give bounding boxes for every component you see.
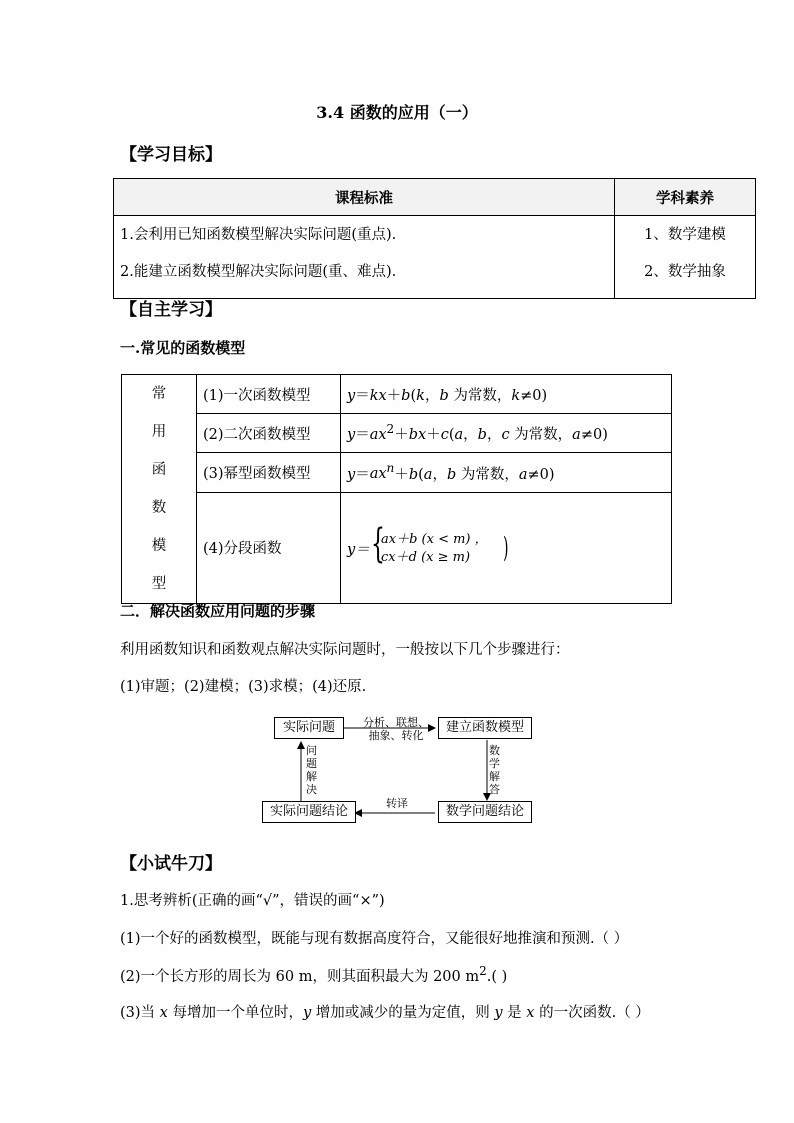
- question-intro: 1.思考辨析(正确的画“√”，错误的画“×”): [120, 893, 385, 909]
- model-formula-quadratic: $y=ax^2+bx+c(a$，b，c 为常数，a≠0): [341, 414, 672, 453]
- model-name-power: (3)幂型函数模型: [197, 453, 341, 492]
- arrow-top-label: 分析、联想、 抽象、转化: [363, 716, 429, 742]
- question-3: (3)当 x 每增加一个单位时，y 增加或减少的量为定值，则 y 是 x 的一次函数.（ ）: [120, 1005, 650, 1021]
- piece-line-2: cx＋d (x ≥ m): [381, 549, 471, 565]
- header-literacy: 学科素养: [615, 179, 756, 216]
- flow-box-math-conclusion: 数学问题结论: [438, 801, 532, 823]
- arrow-bottom-label: 转译: [386, 797, 408, 810]
- goal-1: 1.会利用已知函数模型解决实际问题(重点).: [120, 227, 397, 243]
- model-formula-piecewise: y＝ { ax＋b (x < m) ， cx＋d (x ≥ m) ): [341, 492, 672, 603]
- page-title: 3.4 函数的应用（一）: [316, 103, 478, 122]
- flow-box-real-problem: 实际问题: [274, 717, 344, 739]
- section-practice: 【小试牛刀】: [120, 854, 222, 874]
- question-2: (2)一个长方形的周长为 60 m，则其面积最大为 200 $m^2$.( ): [120, 964, 508, 985]
- literacy-2: 2、数学抽象: [644, 264, 726, 280]
- section-learning-goals: 【学习目标】: [120, 145, 222, 165]
- arrow-right-label: 数 学 解 答: [489, 744, 500, 796]
- vertical-label: 常 用 函 数 模 型: [122, 375, 197, 604]
- model-formula-linear: y＝kx＋b(k，b 为常数，k≠0): [341, 375, 672, 414]
- literacy-1: 1、数学建模: [644, 227, 726, 243]
- piece-line-1: ax＋b (x < m) ，: [381, 531, 488, 547]
- flow-box-real-conclusion: 实际问题结论: [262, 801, 356, 823]
- goals-table: [113, 178, 756, 299]
- flow-box-build-model: 建立函数模型: [438, 717, 532, 739]
- model-name-quadratic: (2)二次函数模型: [197, 414, 341, 453]
- question-1: (1)一个好的函数模型，既能与现有数据高度符合，又能很好地推演和预测.（ ）: [120, 931, 629, 947]
- section-self-study: 【自主学习】: [120, 300, 222, 320]
- model-name-linear: (1)一次函数模型: [197, 375, 341, 414]
- header-course-standard: 课程标准: [114, 179, 615, 216]
- steps-list: (1)审题；(2)建模；(3)求模；(4)还原.: [120, 679, 367, 695]
- subheading-function-models: 一.常见的函数模型: [120, 339, 246, 357]
- function-models-table: [121, 374, 672, 604]
- model-name-piecewise: (4)分段函数: [197, 492, 341, 603]
- goal-2: 2.能建立函数模型解决实际问题(重、难点).: [120, 264, 397, 280]
- steps-intro: 利用函数知识和函数观点解决实际问题时，一般按以下几个步骤进行：: [120, 642, 570, 658]
- arrow-left-label: 问 题 解 决: [306, 744, 317, 796]
- model-formula-power: $y=ax^n+b(a$，b 为常数，a≠0): [341, 453, 672, 492]
- subheading-steps: 二．解决函数应用问题的步骤: [120, 602, 316, 620]
